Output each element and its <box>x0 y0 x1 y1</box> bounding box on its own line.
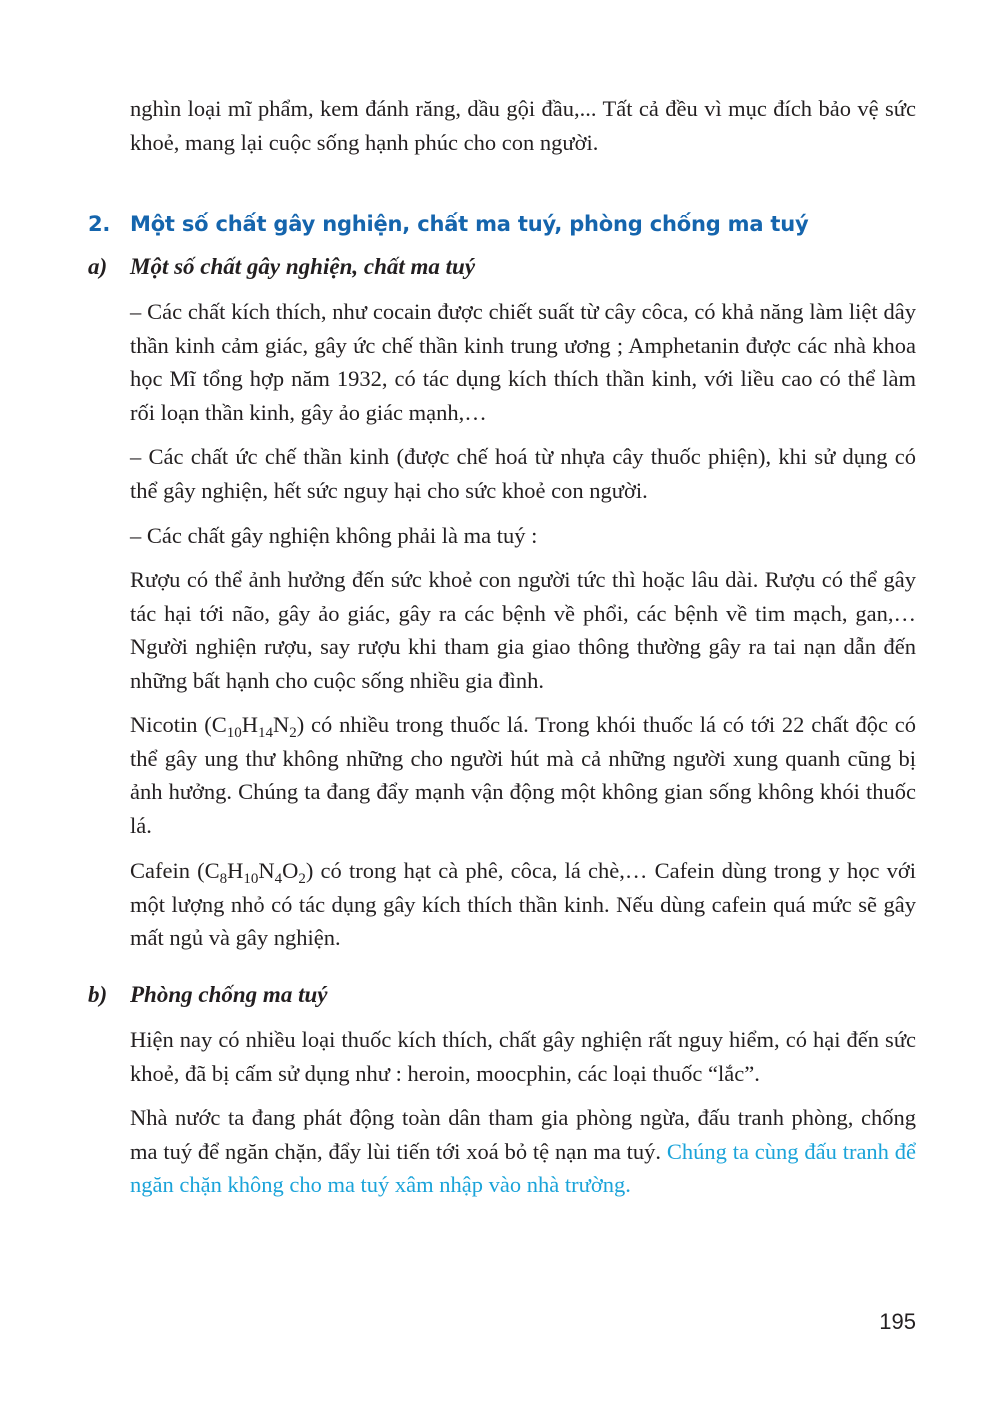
stimulants-paragraph: – Các chất kích thích, như cocain được chiết suất từ cây côca, có khả năng làm liệt dây thần kinh cảm giác, gây ức chế thần kinh trung ương ; Amphetanin được các nhà khoa học Mĩ tổng hợp năm 1932, có tác dụng kích thích thần kinh, với liều cao có thể làm rối loạn thần kinh, gây ảo giác mạnh,… <box>130 299 916 425</box>
page-number: 195 <box>879 1309 916 1334</box>
depressants-paragraph: – Các chất ức chế thần kinh (được chế hoá từ nhựa cây thuốc phiện), khi sử dụng có thể gây nghiện, hết sức nguy hại cho sức khoẻ con người. <box>130 444 916 503</box>
campaign-text: Nhà nước ta đang phát động toàn dân tham gia phòng ngừa, đấu tranh phòng, chống ma tuý để ngăn chặn, đẩy lùi tiến tới xoá bỏ tệ nạn ma tuý. <box>130 1105 916 1164</box>
alcohol-paragraph: Rượu có thể ảnh hưởng đến sức khoẻ con người tức thì hoặc lâu dài. Rượu có thể gây tác hại tới não, gây ảo giác, gây ra các bệnh về phổi, các bệnh về tim mạch, gan,… Người nghiện rượu, say rượu khi tham gia giao thông thường gây ra tai nạn dẫn đến những bất hạnh cho cuộc sống nhiều gia đình. <box>130 567 916 693</box>
subsection-a-heading <box>88 251 918 283</box>
caffeine-subscript-o: 2 <box>298 871 306 887</box>
nicotine-subscript-h: 14 <box>258 725 274 741</box>
nicotine-subscript-n: 2 <box>289 725 297 741</box>
section-heading <box>88 208 918 240</box>
caffeine-subscript-h: 10 <box>243 871 259 887</box>
caffeine-element-o: O <box>282 858 299 883</box>
caffeine-text-before: Cafein (C <box>130 858 220 883</box>
nicotine-paragraph <box>130 708 916 842</box>
subsection-a-label: a) <box>88 254 108 279</box>
intro-paragraph: nghìn loại mĩ phẩm, kem đánh răng, dầu gội đầu,... Tất cả đều vì mục đích bảo vệ sức khoẻ, mang lại cuộc sống hạnh phúc cho con người. <box>130 96 916 155</box>
nicotine-element-n: N <box>273 712 290 737</box>
subsection-b-heading <box>88 979 918 1011</box>
nicotine-text-before: Nicotin (C <box>130 712 227 737</box>
campaign-paragraph <box>130 1101 916 1202</box>
caffeine-text-after: ) có trong hạt cà phê, côca, lá chè,… Cafein dùng trong y học với một lượng nhỏ có tác dụng gây kích thích thần kinh. Nếu dùng cafein quá mức sẽ gây mất ngủ và gây nghiện. <box>130 858 916 951</box>
caffeine-subscript-c: 8 <box>219 871 228 887</box>
caffeine-element-n: N <box>258 858 275 883</box>
subsection-a-title: Một số chất gây nghiện, chất ma tuý <box>130 254 476 279</box>
campaign-highlight-text: Chúng ta cùng đấu tranh để ngăn chặn không cho ma tuý xâm nhập vào nhà trường. <box>130 1138 917 1198</box>
non-drug-addictives-paragraph: – Các chất gây nghiện không phải là ma tuý : <box>130 523 538 548</box>
caffeine-subscript-n: 4 <box>274 871 283 887</box>
caffeine-element-h: H <box>227 858 244 883</box>
nicotine-subscript-c: 10 <box>226 725 242 741</box>
banned-drugs-paragraph: Hiện nay có nhiều loại thuốc kích thích, chất gây nghiện rất nguy hiểm, có hại đến sức khoẻ, đã bị cấm sử dụng như : heroin, moocphin, các loại thuốc “lắc”. <box>130 1027 916 1086</box>
nicotine-element-h: H <box>241 712 259 737</box>
caffeine-paragraph <box>130 854 916 955</box>
nicotine-text-after: ) có nhiều trong thuốc lá. Trong khói thuốc lá có tới 22 chất độc có thể gây ung thư không những cho người hút mà cả những người xung quanh cũng bị ảnh hưởng. Chúng ta đang đẩy mạnh vận động một không gian sống không khói thuốc lá. <box>130 712 916 838</box>
section-title: Một số chất gây nghiện, chất ma tuý, phòng chống ma tuý <box>130 212 809 236</box>
subsection-b-label: b) <box>88 982 108 1007</box>
section-number: 2. <box>88 212 111 236</box>
subsection-b-title: Phòng chống ma tuý <box>130 982 328 1007</box>
